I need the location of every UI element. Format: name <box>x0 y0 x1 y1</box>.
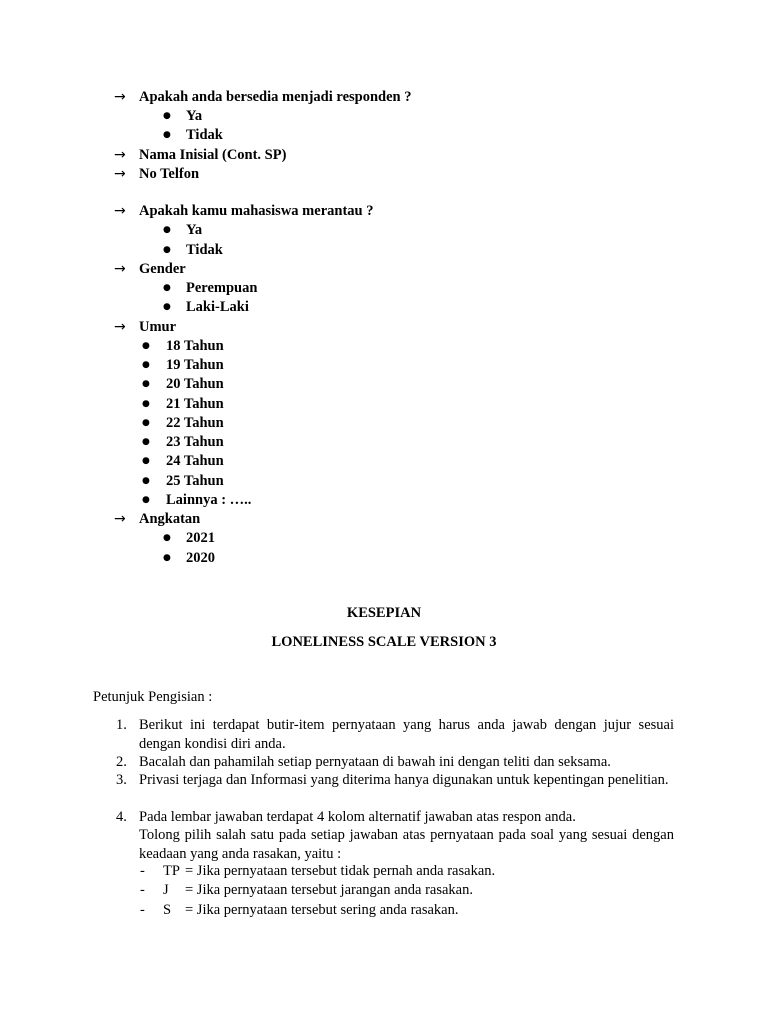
question-5-label: Gender <box>139 261 186 277</box>
bullet-icon: ● <box>163 302 171 312</box>
instruction-number: 2. <box>116 754 127 770</box>
instruction-number: 3. <box>116 772 127 788</box>
bullet-icon: ● <box>142 379 150 389</box>
instruction-item-3: Privasi terjaga dan Informasi yang diterima hanya digunakan untuk kepentingan penelitian. <box>139 772 669 788</box>
bullet-icon: ● <box>142 495 150 505</box>
bullet-icon: ● <box>142 341 150 351</box>
bullet-icon: ● <box>142 360 150 370</box>
bullet-icon: ● <box>142 437 150 447</box>
bullet-icon: ● <box>163 553 171 563</box>
page-title: KESEPIAN <box>346 605 422 621</box>
bullet-icon: ● <box>163 245 171 255</box>
bullet-icon: ● <box>163 225 171 235</box>
arrow-icon: → <box>114 319 126 335</box>
instruction-number: 1. <box>116 717 127 733</box>
arrow-icon: → <box>114 203 126 219</box>
question-6-label: Umur <box>139 319 177 335</box>
instruction-item-1: Berikut ini terdapat butir-item pernyataan yang harus anda jawab dengan jujur sesuai dengan kondisi diri anda. <box>139 717 674 752</box>
bullet-icon: ● <box>142 456 150 466</box>
bullet-icon: ● <box>163 130 171 140</box>
bullet-icon: ● <box>163 283 171 293</box>
arrow-icon: → <box>114 89 126 105</box>
question-2-label: Nama Inisial (Cont. SP) <box>139 147 287 163</box>
instruction-item-4: Pada lembar jawaban terdapat 4 kolom alternatif jawaban atas respon anda. <box>139 809 576 825</box>
bullet-icon: ● <box>142 476 150 486</box>
question-4-label: Apakah kamu mahasiswa merantau ? <box>139 203 374 219</box>
bullet-icon: ● <box>163 111 171 121</box>
bullet-icon: ● <box>142 418 150 428</box>
bullet-icon: ● <box>163 533 171 543</box>
arrow-icon: → <box>114 147 126 163</box>
question-3-label: No Telfon <box>139 166 200 182</box>
question-1-label: Apakah anda bersedia menjadi responden ? <box>139 89 412 105</box>
page-subtitle: LONELINESS SCALE VERSION 3 <box>271 634 497 650</box>
arrow-icon: → <box>114 166 126 182</box>
question-7-label: Angkatan <box>139 511 201 527</box>
instruction-item-4-detail: Tolong pilih salah satu pada setiap jawaban atas pernyataan pada soal yang sesuai dengan keadaan yang anda rasakan, yaitu : <box>139 827 674 862</box>
instructions-heading: Petunjuk Pengisian : <box>93 689 213 705</box>
instruction-number: 4. <box>116 809 127 825</box>
instruction-item-2: Bacalah dan pahamilah setiap pernyataan di bawah ini dengan teliti dan seksama. <box>139 754 611 770</box>
arrow-icon: → <box>114 261 126 277</box>
bullet-icon: ● <box>142 399 150 409</box>
arrow-icon: → <box>114 511 126 527</box>
